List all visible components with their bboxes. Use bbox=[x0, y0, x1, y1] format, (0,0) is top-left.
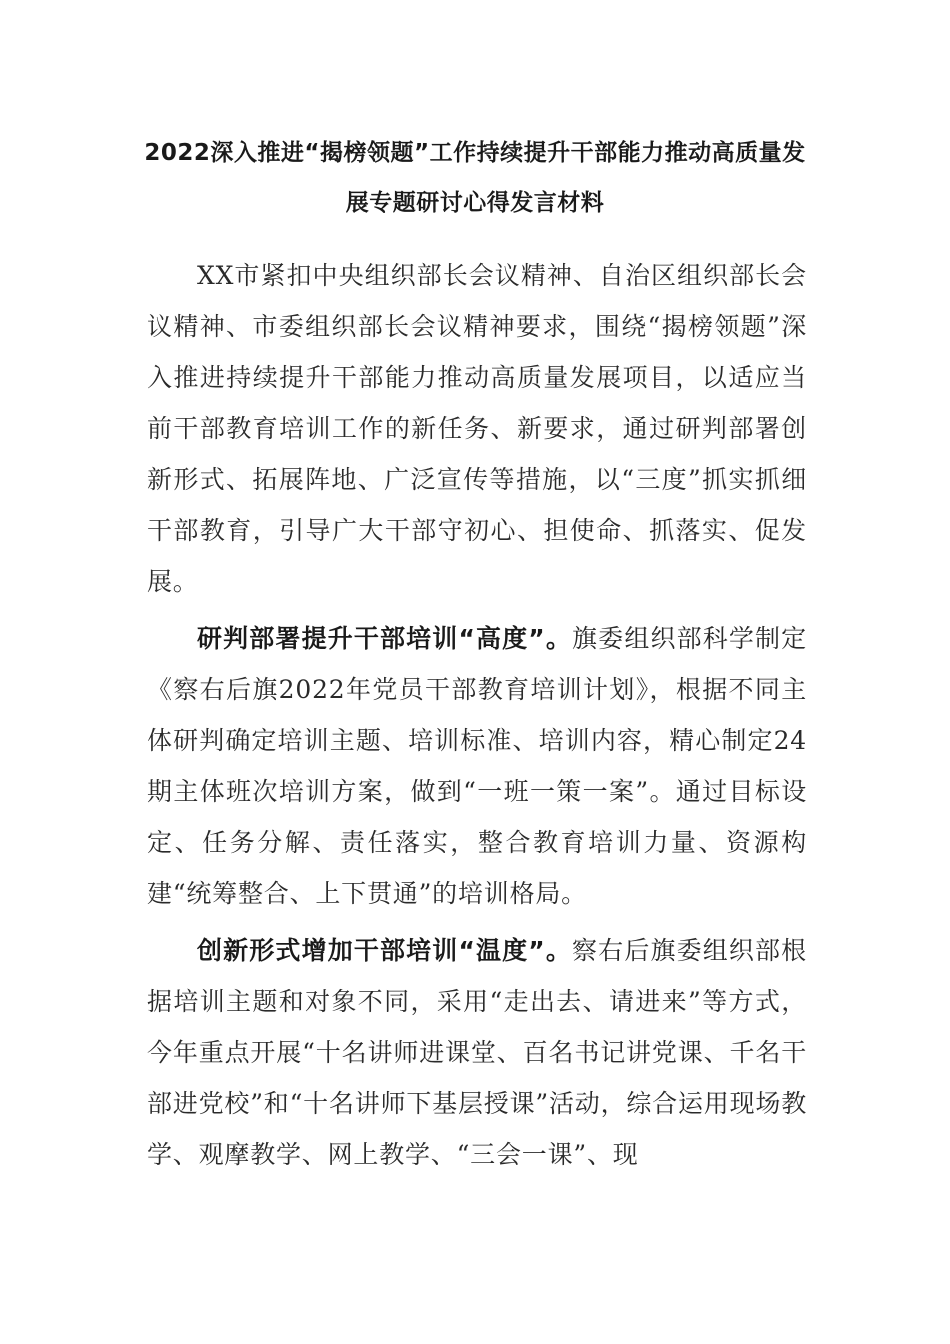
document-title: 2022深入推进“揭榜领题”工作持续提升干部能力推动高质量发展专题研讨心得发言材料 bbox=[144, 140, 806, 216]
paragraph-lead: 创新形式增加干部培训“温度”。 bbox=[197, 936, 573, 965]
paragraph-height bbox=[147, 613, 807, 919]
paragraph-text: XX市紧扣中央组织部长会议精神、自治区组织部长会议精神、市委组织部长会议精神要求，围绕“揭榜领题”深入推进持续提升干部能力推动高质量发展项目，以适应当前干部教育培训工作的新任务、新要求，通过研判部署创新形式、拓展阵地、广泛宣传等措施，以“三度”抓实抓细干部教育，引导广大干部守初心、担使命、抓落实、促发展。 bbox=[147, 261, 807, 596]
paragraph-text: 旗委组织部科学制定《察右后旗2022年党员干部教育培训计划》，根据不同主体研判确定培训主题、培训标准、培训内容，精心制定24期主体班次培训方案，做到“一班一策一案”。通过目标设定、任务分解、责任落实，整合教育培训力量、资源构建“统筹整合、上下贯通”的培训格局。 bbox=[147, 624, 807, 908]
paragraph-intro bbox=[147, 250, 807, 607]
paragraph-text: 察右后旗委组织部根据培训主题和对象不同，采用“走出去、请进来”等方式，今年重点开展“十名讲师进课堂、百名书记讲党课、千名干部进党校”和“十名讲师下基层授课”活动，综合运用现场教学、观摩教学、网上教学、“三会一课”、现 bbox=[147, 936, 807, 1169]
document-body bbox=[147, 250, 807, 1186]
paragraph-warmth bbox=[147, 925, 807, 1180]
paragraph-lead: 研判部署提升干部培训“高度”。 bbox=[197, 624, 573, 653]
